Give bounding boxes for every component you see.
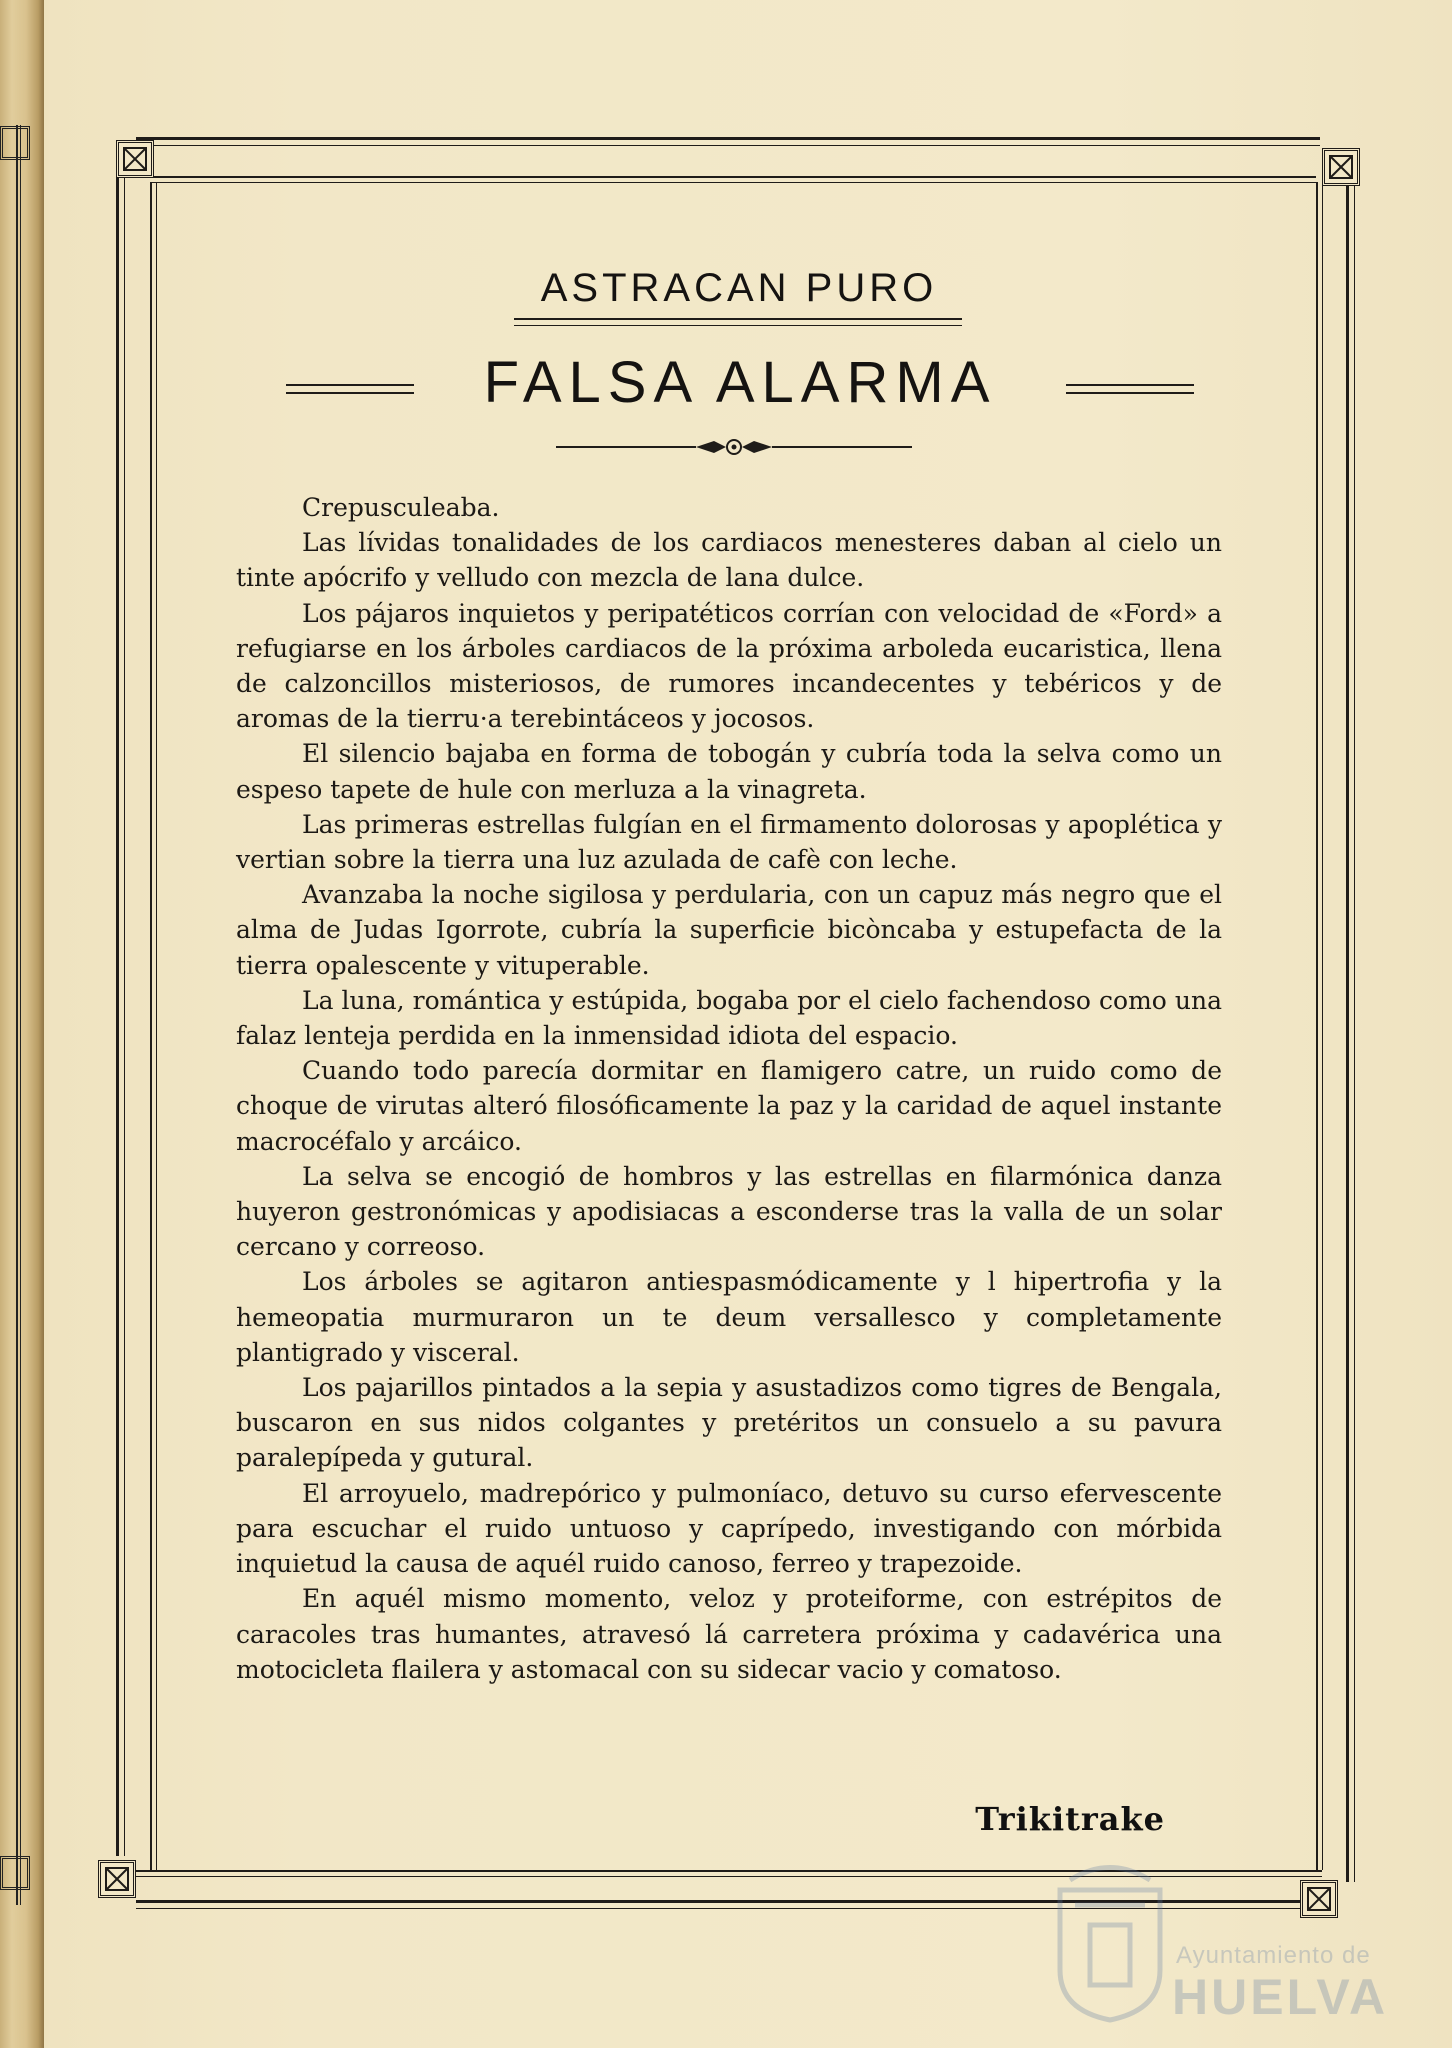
- frame-right-line-outer2: [1354, 186, 1355, 1882]
- paragraph: La luna, romántica y estúpida, bogaba por el cielo fachendoso como una falaz lenteja perdida en la inmensidad idiota del espacio.: [236, 985, 1222, 1051]
- frame-corner-bottom-left: [98, 1860, 136, 1898]
- author-signature: Trikitrake: [975, 1800, 1165, 1838]
- frame-top-line-lower: [150, 176, 1316, 178]
- frame-corner-top-right: [1322, 148, 1360, 186]
- frame-left-line-outer2: [124, 176, 125, 1856]
- watermark-line1: Ayuntamiento de: [1176, 1942, 1371, 1969]
- book-spine: [0, 0, 44, 2048]
- frame-top-line-inner: [136, 145, 1320, 146]
- frame-right-line-inner: [1316, 182, 1318, 1870]
- frame-right-line-outer: [1346, 186, 1349, 1882]
- frame-top-line-outer: [136, 137, 1320, 140]
- paragraph: Avanzaba la noche sigilosa y perdularia, con un capuz más negro que el alma de Judas Igorrote, cubría la superficie bicòncaba y estupefacta de la tierra opalescente y vituperable.: [236, 880, 1222, 980]
- frame-left-line-outer: [116, 176, 119, 1856]
- paragraph: Los árboles se agitaron antiespasmódicamente y l hipertrofia y la hemeopatia murmuraron un te deum versallesco y completamente plantigrado y visceral.: [236, 1267, 1222, 1367]
- title-rule-left: [286, 384, 414, 394]
- paragraph: En aquél mismo momento, veloz y proteiforme, con estrépitos de caracoles tras humantes, atravesó lá carretera próxima y cadavérica una motocicleta flailera y astomacal con su sidecar vacio y comatoso.: [236, 1584, 1222, 1684]
- paragraph: Cuando todo parecía dormitar en flamigero catre, un ruido como de choque de virutas alteró filosóficamente la paz y la caridad de aquel instante macrocéfalo y arcáico.: [236, 1056, 1222, 1156]
- spine-border-line: [16, 125, 21, 1905]
- paragraph: Los pájaros inquietos y peripatéticos corrían con velocidad de «Ford» a refugiarse en los árboles cardiacos de la próxima arboleda eucaristica, llena de calzoncillos misteriosos, de rumores incandecentes y tebéricos y de aromas de la tierru·a terebintáceos y jocosos.: [236, 598, 1222, 734]
- title-rule-right: [1066, 384, 1194, 394]
- section-title-underline: [514, 318, 962, 326]
- article-title: FALSA ALARMA: [483, 350, 997, 415]
- spine-corner-box: [0, 126, 30, 160]
- frame-corner-top-left: [116, 140, 154, 178]
- paragraph: Crepusculeaba.: [302, 493, 500, 522]
- paragraph: Las primeras estrellas fulgían en el firmamento dolorosas y apoplética y vertian sobre la tierra una luz azulada de cafè con leche.: [236, 809, 1222, 875]
- paragraph: Las lívidas tonalidades de los cardiacos menesteres daban al cielo un tinte apócrifo y velludo con mezcla de lana dulce.: [236, 528, 1222, 593]
- section-title: ASTRACAN PURO: [540, 266, 938, 310]
- watermark-line2: HUELVA: [1172, 1969, 1389, 2025]
- spine-corner-box: [0, 1856, 30, 1890]
- paragraph: Los pajarillos pintados a la sepia y asustadizos como tigres de Bengala, buscaron en sus nidos colgantes y pretéritos un consuelo a su pavura paralepípeda y gutural.: [236, 1373, 1222, 1473]
- frame-left-line-inner2: [156, 182, 157, 1870]
- paragraph: El arroyuelo, madrepórico y pulmoníaco, detuvo su curso efervescente para escuchar el ruido untuoso y caprípedo, investigando con mórbida inquietud la causa de aquél ruido canoso, ferreo y trapezoide.: [236, 1478, 1222, 1579]
- frame-top-line-lower2: [150, 182, 1316, 183]
- paragraph: La selva se encogió de hombros y las estrellas en filarmónica danza huyeron gestronómicas y apodisiacas a esconderse tras la valla de un solar cercano y correoso.: [236, 1161, 1222, 1262]
- title-ornament-icon: [556, 432, 912, 462]
- article-body: [236, 490, 1222, 1687]
- frame-left-line-inner: [150, 182, 152, 1870]
- frame-right-line-inner2: [1322, 182, 1323, 1870]
- paragraph: El silencio bajaba en forma de tobogán y cubría toda la selva como un espeso tapete de hule con merluza a la vinagreta.: [236, 739, 1222, 804]
